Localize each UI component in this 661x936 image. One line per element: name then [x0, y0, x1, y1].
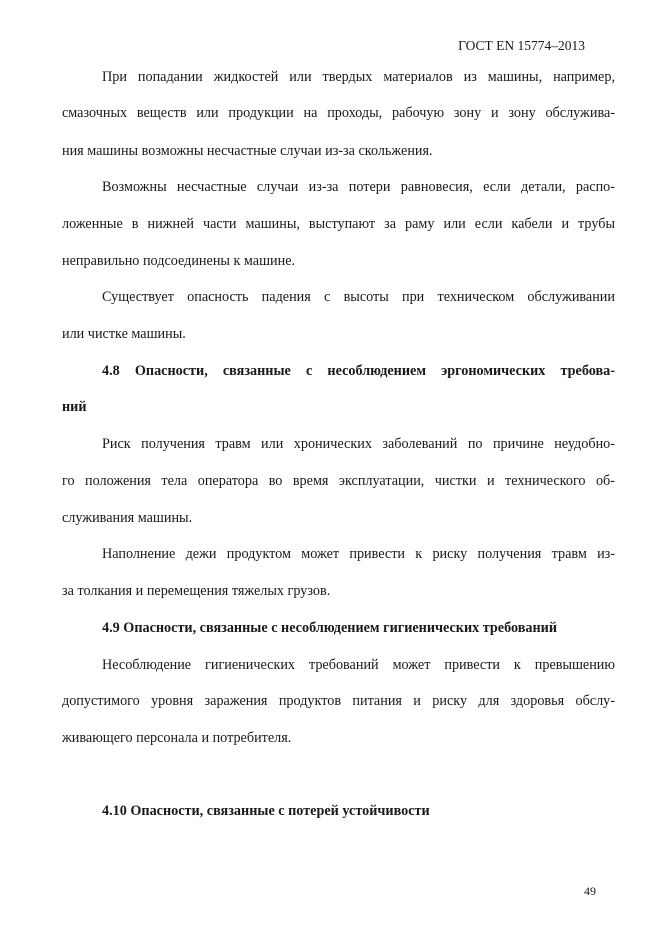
- text-line: ния машины возможны несчастные случаи из-за скольжения.: [62, 143, 433, 159]
- text-line: Существует опасность падения с высоты при техническом обслуживании: [102, 289, 615, 305]
- text-line: или чистке машины.: [62, 326, 186, 342]
- text-line: служивания машины.: [62, 510, 193, 526]
- text-line: Наполнение дежи продуктом может привести к риску получения травм из-: [102, 546, 615, 562]
- text-line: Возможны несчастные случаи из-за потери равновесия, если детали, распо-: [102, 179, 615, 195]
- page-number: 49: [584, 884, 596, 898]
- text-line: неправильно подсоединены к машине.: [62, 253, 296, 269]
- section-heading-4-10: 4.10 Опасности, связанные с потерей устойчивости: [102, 803, 430, 819]
- text-line: го положения тела оператора во время эксплуатации, чистки и технического об-: [62, 473, 615, 489]
- section-heading-4-8-cont: ний: [62, 399, 87, 415]
- text-line: Несоблюдение гигиенических требований может привести к превышению: [102, 657, 615, 673]
- text-line: допустимого уровня заражения продуктов питания и риску для здоровья обслу-: [62, 693, 615, 709]
- text-line: смазочных веществ или продукции на проходы, рабочую зону и зону обслужива-: [62, 105, 615, 121]
- text-line: Риск получения травм или хронических заболеваний по причине неудобно-: [102, 436, 615, 452]
- section-heading-4-9: 4.9 Опасности, связанные с несоблюдением гигиенических требований: [102, 620, 558, 636]
- text-line: живающего персонала и потребителя.: [62, 730, 292, 746]
- section-heading-4-8: 4.8 Опасности, связанные с несоблюдением эргономических требова-: [102, 363, 615, 379]
- text-line: При попадании жидкостей или твердых материалов из машины, например,: [102, 69, 615, 85]
- text-line: за толкания и перемещения тяжелых грузов.: [62, 583, 331, 599]
- document-header: ГОСТ EN 15774–2013: [458, 38, 585, 53]
- text-line: ложенные в нижней части машины, выступают за раму или если кабели и трубы: [62, 216, 615, 232]
